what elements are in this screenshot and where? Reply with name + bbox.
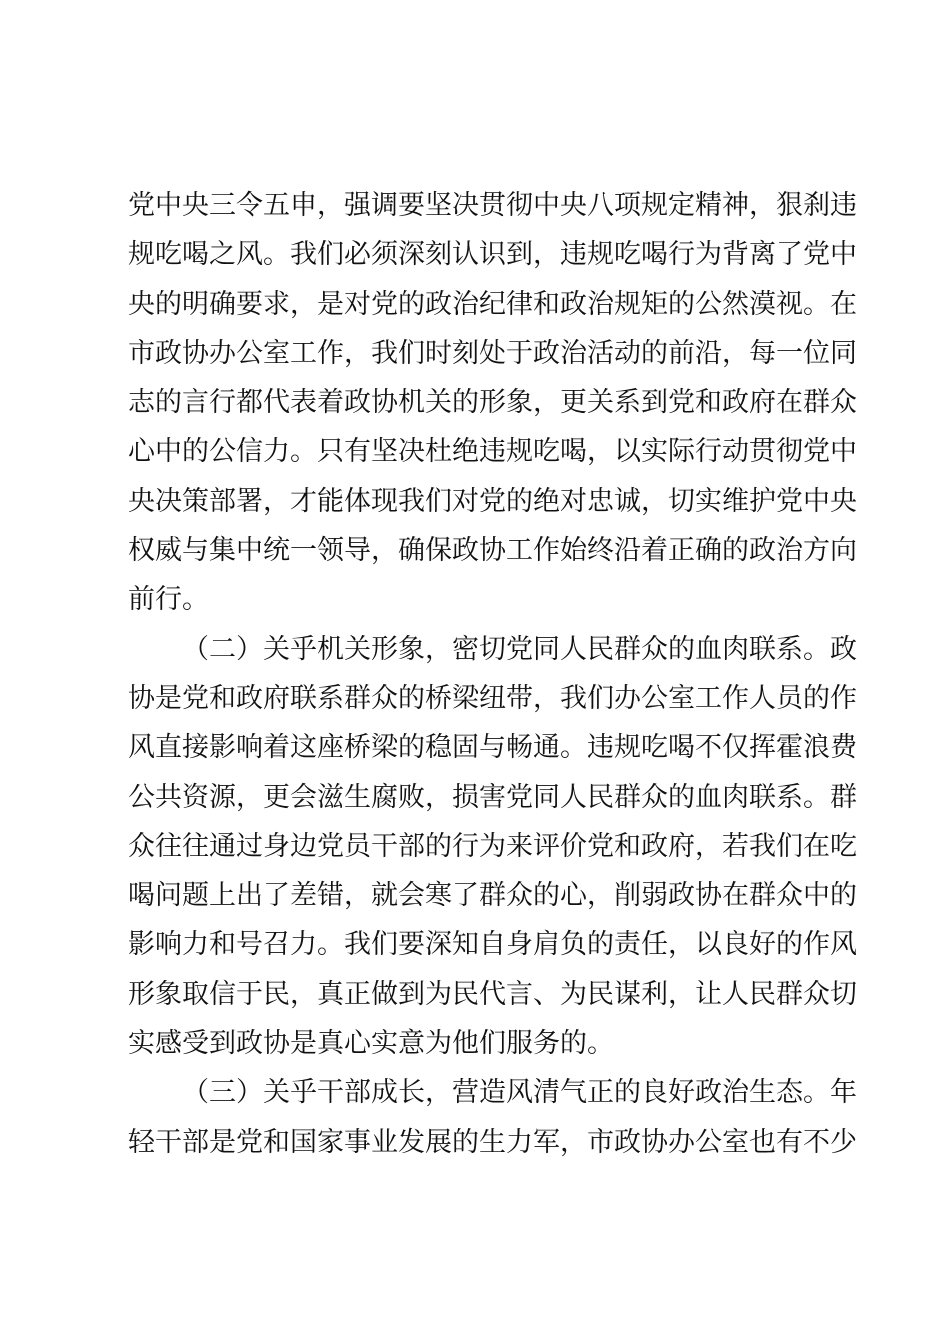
text-line: 风直接影响着这座桥梁的稳固与畅通。违规吃喝不仅挥霍浪费 [128, 732, 857, 764]
text-line: 协是党和政府联系群众的桥梁纽带，我们办公室工作人员的作 [128, 682, 857, 714]
text-line: 形象取信于民，真正做到为民代言、为民谋利，让人民群众切 [128, 978, 857, 1010]
text-line: 市政协办公室工作，我们时刻处于政治活动的前沿，每一位同 [128, 337, 857, 369]
text-line: 公共资源，更会滋生腐败，损害党同人民群众的血肉联系。群 [128, 781, 857, 813]
text-line: 心中的公信力。只有坚决杜绝违规吃喝，以实际行动贯彻党中 [128, 436, 857, 468]
text-line: 前行。 [128, 584, 209, 616]
text-line: 权威与集中统一领导，确保政协工作始终沿着正确的政治方向 [128, 535, 857, 567]
text-line: 喝问题上出了差错，就会寒了群众的心，削弱政协在群众中的 [128, 880, 857, 912]
text-line: 轻干部是党和国家事业发展的生力军，市政协办公室也有不少 [128, 1126, 857, 1158]
paragraph-section-3 [128, 1068, 857, 1167]
text-line: 党中央三令五申，强调要坚决贯彻中央八项规定精神，狠刹违 [128, 190, 857, 221]
text-line: 影响力和号召力。我们要深知自身肩负的责任，以良好的作风 [128, 929, 857, 961]
text-line: 众往往通过身边党员干部的行为来评价党和政府，若我们在吃 [128, 830, 857, 862]
text-line: 志的言行都代表着政协机关的形象，更关系到党和政府在群众 [128, 387, 857, 419]
section-heading-line: （二）关乎机关形象，密切党同人民群众的血肉联系。政 [182, 633, 857, 665]
text-line: 央决策部署，才能体现我们对党的绝对忠诚，切实维护党中央 [128, 485, 857, 517]
text-line: 规吃喝之风。我们必须深刻认识到，违规吃喝行为背离了党中 [128, 239, 857, 271]
text-line: 实感受到政协是真心实意为他们服务的。 [128, 1028, 614, 1060]
paragraph-continuation [128, 181, 857, 625]
paragraph-section-2 [128, 625, 857, 1069]
text-line: 央的明确要求，是对党的政治纪律和政治规矩的公然漠视。在 [128, 288, 857, 320]
body-text [128, 181, 857, 1167]
section-heading-line: （三）关乎干部成长，营造风清气正的良好政治生态。年 [182, 1077, 857, 1109]
